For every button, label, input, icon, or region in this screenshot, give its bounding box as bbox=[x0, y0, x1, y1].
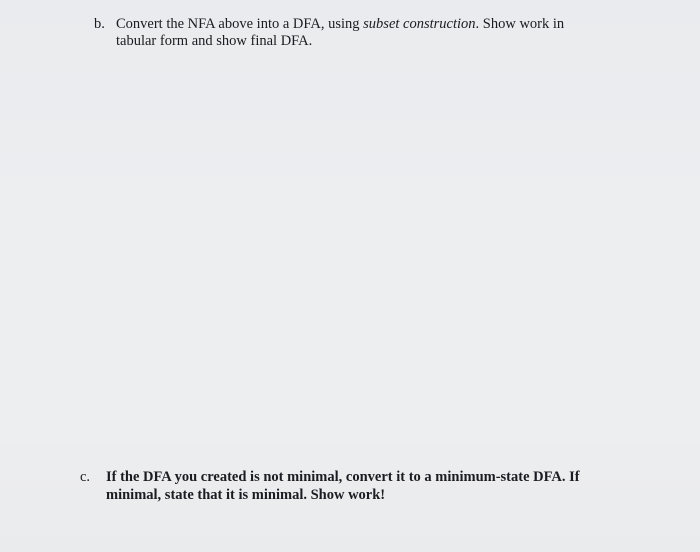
question-b-text-line1-prefix: Convert the NFA above into a DFA, using bbox=[116, 16, 364, 32]
question-c bbox=[80, 468, 640, 504]
question-b-marker: b. bbox=[94, 16, 105, 32]
question-b-text-line2: tabular form and show final DFA. bbox=[116, 33, 313, 49]
show-through-text bbox=[30, 40, 690, 115]
show-through-text-bottom bbox=[10, 508, 690, 538]
question-c-text-line1: If the DFA you created is not minimal, convert it to a minimum-state DFA. If bbox=[106, 469, 580, 485]
question-b-emphasis: subset construction bbox=[363, 16, 476, 32]
question-b-text-line1-suffix: . Show work in bbox=[475, 16, 565, 32]
question-c-marker: c. bbox=[80, 469, 91, 485]
question-b bbox=[94, 16, 614, 50]
question-c-text-line2: minimal, state that it is minimal. Show work! bbox=[106, 487, 386, 503]
